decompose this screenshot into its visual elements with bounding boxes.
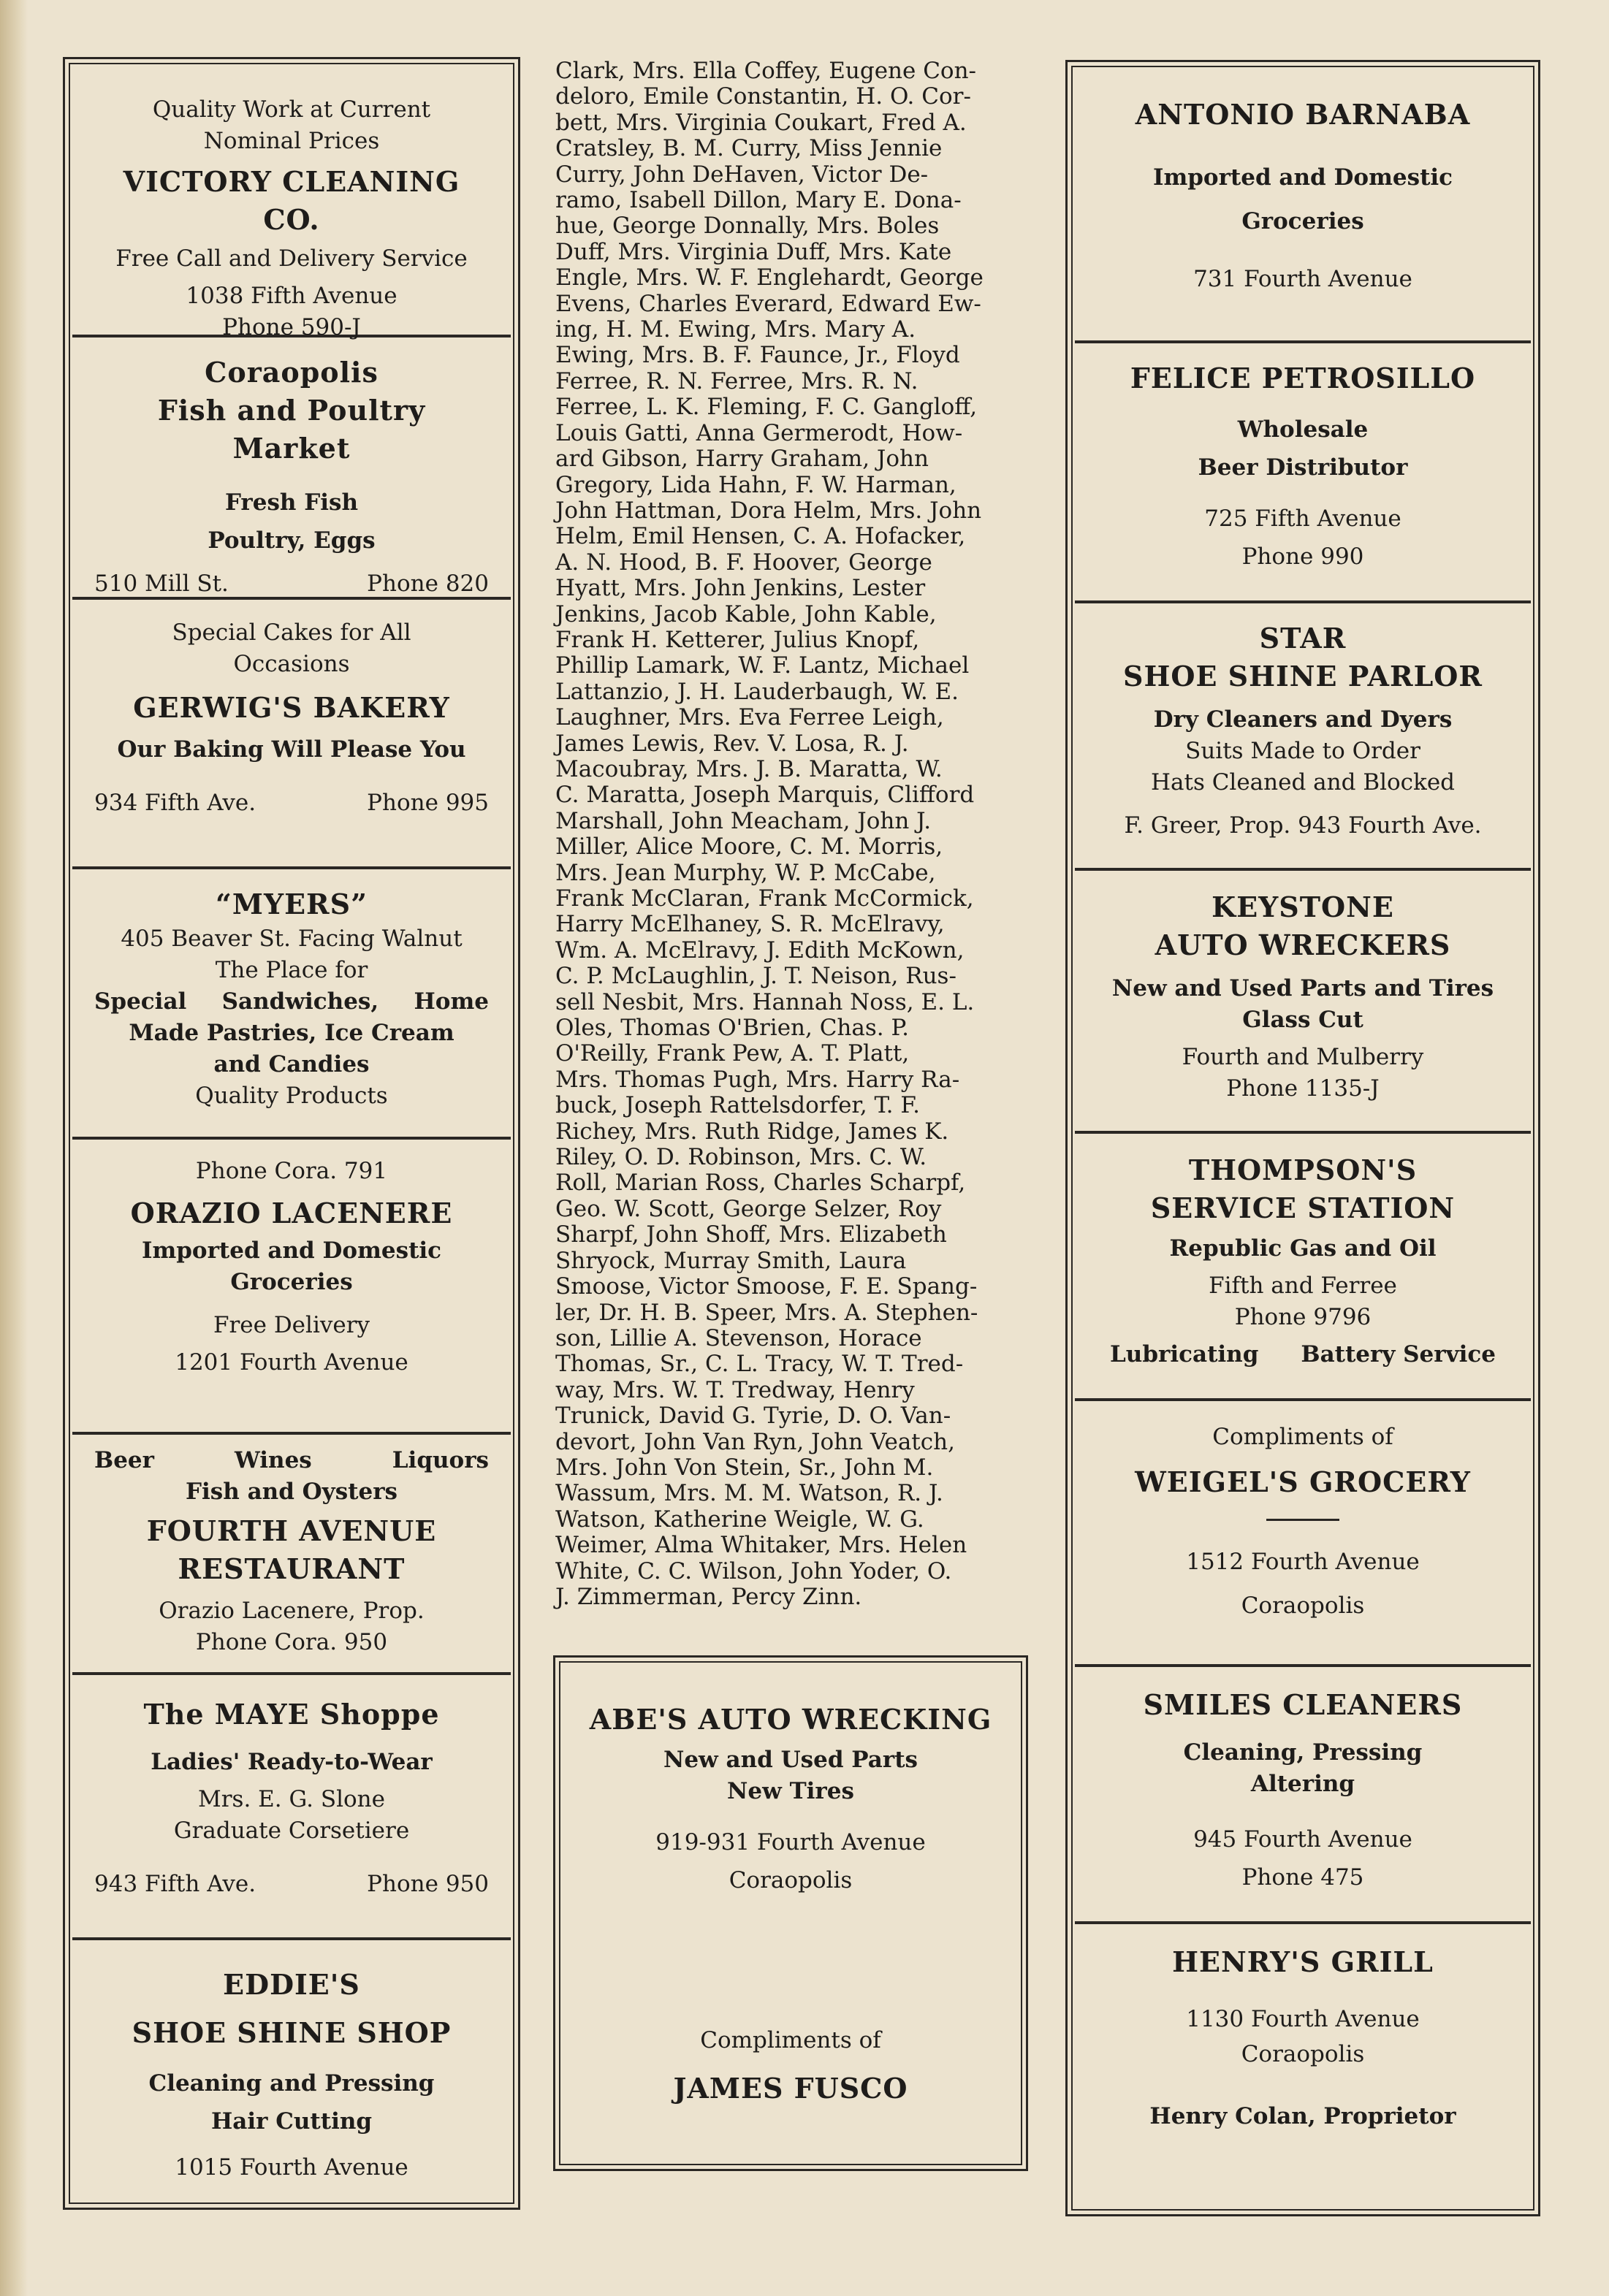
smiles-address: 945 Fourth Avenue: [1193, 1826, 1412, 1853]
gerwig-slogan: Our Baking Will Please You: [117, 736, 466, 763]
names-line: Cratsley, B. M. Curry, Miss Jennie: [555, 135, 943, 162]
names-line: Harry McElhaney, S. R. McElravy,: [555, 911, 945, 938]
names-line: Richey, Mrs. Ruth Ridge, James K.: [555, 1118, 949, 1145]
names-line: son, Lillie A. Stevenson, Horace: [555, 1324, 922, 1351]
ad-maye-shoppe: [72, 1672, 511, 1937]
gerwig-tagline-1: Special Cakes for All: [172, 619, 411, 646]
page-spine-shadow: [0, 0, 28, 2296]
keystone-name-1: KEYSTONE: [1211, 890, 1394, 923]
orazio-phone: Phone Cora. 791: [195, 1158, 388, 1184]
names-line: Weimer, Alma Whitaker, Mrs. Helen: [555, 1532, 967, 1559]
weigel-divider: [1266, 1519, 1339, 1521]
smiles-phone: Phone 475: [1241, 1864, 1364, 1891]
fish-product-1: Fresh Fish: [224, 489, 359, 516]
fourth-prop: Orazio Lacenere, Prop.: [159, 1598, 425, 1624]
names-line: Louis Gatti, Anna Germerodt, How-: [555, 419, 963, 446]
gerwig-phone: Phone 995: [367, 790, 489, 816]
star-line-2: Hats Cleaned and Blocked: [1150, 769, 1456, 796]
names-line: bett, Mrs. Virginia Coukart, Fred A.: [555, 109, 967, 136]
names-line: C. P. McLaughlin, J. T. Neison, Rus-: [555, 963, 956, 990]
thompson-phone: Phone 9796: [1234, 1304, 1372, 1330]
names-line: Curry, John DeHaven, Victor De-: [555, 161, 929, 188]
fish-address: 510 Mill St.: [94, 571, 229, 597]
names-line: deloro, Emile Constantin, H. O. Cor-: [555, 83, 971, 110]
eddie-service-2: Hair Cutting: [210, 2108, 373, 2135]
felice-goods-1: Wholesale: [1237, 416, 1369, 443]
ad-weigels-grocery: [1075, 1398, 1531, 1664]
keystone-goods-1: New and Used Parts and Tires: [1111, 975, 1494, 1002]
names-line: Oles, Thomas O'Brien, Chas. P.: [555, 1015, 909, 1042]
abe-goods-2: New Tires: [727, 1778, 854, 1804]
maye-address: 943 Fifth Ave.: [94, 1871, 256, 1897]
victory-tagline-1: Quality Work at Current: [152, 96, 431, 123]
thompson-service-battery: Battery Service: [1301, 1341, 1496, 1368]
names-line: Hyatt, Mrs. John Jenkins, Lester: [555, 575, 926, 602]
keystone-goods-2: Glass Cut: [1242, 1007, 1363, 1033]
myers-bold-word-3: Home: [414, 988, 489, 1015]
keystone-phone: Phone 1135-J: [1226, 1075, 1380, 1102]
orazio-goods-2: Groceries: [230, 1269, 353, 1295]
eddie-name-2: SHOE SHINE SHOP: [132, 2016, 452, 2049]
fourth-food: Fish and Oysters: [186, 1479, 398, 1505]
ad-felice-petrosillo: [1075, 340, 1531, 600]
names-line-last: J. Zimmerman, Percy Zinn.: [555, 1583, 862, 1610]
names-line: Helm, Emil Hensen, C. A. Hofacker,: [555, 523, 966, 550]
fish-product-2: Poultry, Eggs: [208, 527, 376, 554]
myers-line-2: The Place for: [215, 957, 368, 983]
victory-address: 1038 Fifth Avenue: [186, 283, 398, 309]
thompson-name-2: SERVICE STATION: [1150, 1191, 1456, 1224]
felice-name: FELICE PETROSILLO: [1130, 362, 1476, 394]
names-line: Sharpf, John Shoff, Mrs. Elizabeth: [555, 1221, 947, 1248]
ad-antonio-barnaba: [1075, 69, 1531, 340]
right-column: [1075, 69, 1531, 2184]
victory-service: Free Call and Delivery Service: [115, 245, 468, 272]
gerwig-tagline-2: Occasions: [233, 651, 350, 677]
star-footer: F. Greer, Prop. 943 Fourth Ave.: [1124, 812, 1482, 839]
names-line: White, C. C. Wilson, John Yoder, O.: [555, 1557, 952, 1584]
names-line: Miller, Alice Moore, C. M. Morris,: [555, 834, 943, 861]
ad-orazio-lacenere: [72, 1137, 511, 1432]
ad-myers: [72, 866, 511, 1137]
names-line: Mrs. Thomas Pugh, Mrs. Harry Ra-: [555, 1066, 960, 1093]
ad-fish-poultry: [72, 335, 511, 597]
gerwig-contact-row: [94, 787, 489, 819]
ad-gerwig-bakery: [72, 597, 511, 866]
names-line: Gregory, Lida Hahn, F. W. Harman,: [555, 471, 956, 498]
names-line: way, Mrs. W. T. Tredway, Henry: [555, 1376, 915, 1403]
gerwig-address: 934 Fifth Ave.: [94, 790, 256, 816]
fish-phone: Phone 820: [367, 571, 489, 597]
center-ad-box: [553, 1655, 1028, 2171]
smiles-name: SMILES CLEANERS: [1143, 1688, 1463, 1721]
antonio-address: 731 Fourth Avenue: [1193, 266, 1412, 292]
felice-address: 725 Fifth Avenue: [1204, 506, 1401, 532]
victory-phone: Phone 590-J: [222, 314, 361, 340]
names-line: Clark, Mrs. Ella Coffey, Eugene Con-: [555, 58, 977, 84]
fish-name-1: Coraopolis: [205, 356, 379, 389]
weigel-address: 1512 Fourth Avenue: [1186, 1549, 1420, 1575]
myers-line-1: 405 Beaver St. Facing Walnut: [121, 926, 463, 952]
names-line: Smoose, Victor Smoose, F. E. Spang-: [555, 1273, 978, 1300]
names-line: Mrs. John Von Stein, Sr., John M.: [555, 1454, 934, 1481]
names-line: O'Reilly, Frank Pew, A. T. Platt,: [555, 1040, 910, 1067]
names-line: Wm. A. McElravy, J. Edith McKown,: [555, 937, 965, 964]
left-column: [72, 66, 511, 2193]
names-line: Thomas, Sr., C. L. Tracy, W. T. Tred-: [555, 1351, 964, 1378]
ad-keystone-auto-wreckers: [1075, 868, 1531, 1131]
ad-star-shoe-shine: [1075, 600, 1531, 868]
fourth-name-1: FOURTH AVENUE: [146, 1514, 437, 1547]
names-line: Marshall, John Meacham, John J.: [555, 807, 932, 834]
ad-victory-cleaning: [72, 66, 511, 340]
orazio-delivery: Free Delivery: [213, 1312, 370, 1338]
ad-james-fusco: [553, 2025, 1028, 2108]
maye-name: The MAYE Shoppe: [143, 1698, 440, 1731]
maye-person-1: Mrs. E. G. Slone: [197, 1786, 385, 1812]
names-line: Ferree, L. K. Fleming, F. C. Gangloff,: [555, 394, 978, 421]
names-line: ler, Dr. H. B. Speer, Mrs. A. Stephen-: [555, 1299, 978, 1326]
maye-goods: Ladies' Ready-to-Wear: [151, 1749, 433, 1775]
felice-phone: Phone 990: [1241, 544, 1364, 570]
eddie-address: 1015 Fourth Avenue: [175, 2154, 408, 2181]
names-line: Lattanzio, J. H. Lauderbaugh, W. E.: [555, 678, 959, 705]
felice-goods-2: Beer Distributor: [1198, 454, 1408, 481]
names-line: Wassum, Mrs. M. M. Watson, R. J.: [555, 1480, 943, 1507]
abe-city: Coraopolis: [729, 1867, 853, 1893]
names-line: Watson, Katherine Weigle, W. G.: [555, 1506, 924, 1533]
names-line: Macoubray, Mrs. J. B. Maratta, W.: [555, 755, 943, 782]
star-name-2: SHOE SHINE PARLOR: [1123, 660, 1483, 693]
fish-contact-row: [94, 568, 489, 600]
myers-bold-line-1: Made Pastries, Ice Cream: [129, 1020, 454, 1046]
gerwig-name: GERWIG'S BAKERY: [133, 691, 450, 724]
maye-person-2: Graduate Corsetiere: [173, 1818, 410, 1844]
names-line: Duff, Mrs. Virginia Duff, Mrs. Kate: [555, 238, 952, 265]
myers-bold-row: [94, 986, 489, 1018]
names-line: Shryock, Murray Smith, Laura: [555, 1247, 907, 1274]
fourth-phone: Phone Cora. 950: [195, 1629, 388, 1655]
myers-quality: Quality Products: [195, 1083, 388, 1109]
myers-bold-word-2: Sandwiches,: [221, 988, 379, 1015]
thompson-name-1: THOMPSON'S: [1188, 1153, 1418, 1186]
ad-henrys-grill: [1075, 1921, 1531, 2184]
names-line: ramo, Isabell Dillon, Mary E. Dona-: [555, 187, 962, 214]
fusco-compliments: Compliments of: [700, 2027, 881, 2053]
names-line: Jenkins, Jacob Kable, John Kable,: [555, 600, 937, 628]
names-line: A. N. Hood, B. F. Hoover, George: [555, 549, 932, 576]
names-line: James Lewis, Rev. V. Losa, R. J.: [555, 730, 909, 757]
names-line: Ewing, Mrs. B. F. Faunce, Jr., Floyd: [555, 342, 960, 369]
eddie-service-1: Cleaning and Pressing: [148, 2070, 435, 2097]
abe-address: 919-931 Fourth Avenue: [655, 1829, 926, 1856]
abe-goods-1: New and Used Parts: [663, 1747, 918, 1773]
keystone-address: Fourth and Mulberry: [1182, 1044, 1424, 1070]
abe-name: ABE'S AUTO WRECKING: [589, 1703, 992, 1736]
names-line: Trunick, David G. Tyrie, D. O. Van-: [555, 1403, 951, 1430]
thompson-services-row: [1100, 1339, 1506, 1370]
names-line: Engle, Mrs. W. F. Englehardt, George: [555, 264, 984, 291]
weigel-name: WEIGEL'S GROCERY: [1135, 1465, 1471, 1498]
henry-city: Coraopolis: [1241, 2041, 1365, 2067]
orazio-address: 1201 Fourth Avenue: [175, 1349, 408, 1376]
fourth-drinks-row: [94, 1445, 489, 1476]
smiles-service-2: Altering: [1250, 1771, 1355, 1797]
fourth-drink-beer: Beer: [94, 1447, 154, 1473]
star-services: Dry Cleaners and Dyers: [1153, 706, 1453, 733]
smiles-service-1: Cleaning, Pressing: [1183, 1739, 1423, 1766]
names-line: ard Gibson, Harry Graham, John: [555, 446, 929, 473]
antonio-goods-1: Imported and Domestic: [1152, 164, 1453, 191]
victory-tagline-2: Nominal Prices: [203, 128, 380, 154]
myers-bold-line-2: and Candies: [213, 1051, 370, 1078]
weigel-city: Coraopolis: [1241, 1593, 1365, 1619]
weigel-compliments: Compliments of: [1212, 1424, 1393, 1450]
star-line-1: Suits Made to Order: [1185, 738, 1420, 764]
henry-name: HENRY'S GRILL: [1172, 1945, 1434, 1978]
names-line: C. Maratta, Joseph Marquis, Clifford: [555, 782, 975, 809]
ad-eddies-shoe-shine: [72, 1937, 511, 2193]
names-line: Frank H. Ketterer, Julius Knopf,: [555, 626, 920, 653]
names-line: Riley, O. D. Robinson, Mrs. C. W.: [555, 1144, 927, 1171]
contributor-names-list: [555, 58, 1029, 1610]
henry-address: 1130 Fourth Avenue: [1186, 2006, 1420, 2032]
names-line: Roll, Marian Ross, Charles Scharpf,: [555, 1170, 966, 1197]
fourth-drink-liquors: Liquors: [392, 1447, 489, 1473]
maye-phone: Phone 950: [367, 1871, 489, 1897]
ad-abes-auto-wrecking: [553, 1701, 1028, 1899]
fusco-name: JAMES FUSCO: [673, 2072, 908, 2105]
myers-bold-word-1: Special: [94, 988, 187, 1015]
antonio-name: ANTONIO BARNABA: [1135, 98, 1471, 131]
thompson-goods: Republic Gas and Oil: [1169, 1235, 1437, 1262]
names-line: buck, Joseph Rattelsdorfer, T. F.: [555, 1092, 920, 1119]
antonio-goods-2: Groceries: [1241, 208, 1364, 234]
names-line: ing, H. M. Ewing, Mrs. Mary A.: [555, 316, 916, 343]
orazio-name: ORAZIO LACENERE: [130, 1197, 453, 1229]
names-line: Ferree, R. N. Ferree, Mrs. R. N.: [555, 367, 918, 394]
orazio-goods-1: Imported and Domestic: [141, 1237, 442, 1264]
ad-fourth-avenue-restaurant: [72, 1432, 511, 1672]
victory-name: VICTORY CLEANING CO.: [123, 165, 460, 236]
names-line: sell Nesbit, Mrs. Hannah Noss, E. L.: [555, 988, 975, 1015]
names-line: Geo. W. Scott, George Selzer, Roy: [555, 1195, 942, 1222]
keystone-name-2: AUTO WRECKERS: [1155, 928, 1451, 961]
names-line: hue, George Donnally, Mrs. Boles: [555, 213, 940, 240]
names-line: John Hattman, Dora Helm, Mrs. John: [555, 497, 982, 524]
ad-thompsons-service-station: [1075, 1131, 1531, 1398]
names-line: Phillip Lamark, W. F. Lantz, Michael: [555, 652, 970, 679]
ad-smiles-cleaners: [1075, 1664, 1531, 1921]
names-line: devort, John Van Ryn, John Veatch,: [555, 1428, 955, 1455]
names-line: Mrs. Jean Murphy, W. P. McCabe,: [555, 859, 936, 886]
eddie-name-1: EDDIE'S: [223, 1968, 360, 2001]
names-line: Frank McClaran, Frank McCormick,: [555, 885, 974, 912]
myers-name: “MYERS”: [216, 888, 368, 920]
names-line: Evens, Charles Everard, Edward Ew-: [555, 290, 981, 317]
fourth-drink-wines: Wines: [234, 1447, 312, 1473]
star-name-1: STAR: [1259, 622, 1347, 655]
fish-name-2: Fish and Poultry Market: [157, 394, 426, 465]
maye-contact-row: [94, 1869, 489, 1900]
thompson-service-lubricating: Lubricating: [1110, 1341, 1259, 1368]
names-line: Laughner, Mrs. Eva Ferree Leigh,: [555, 704, 944, 731]
henry-owner: Henry Colan, Proprietor: [1149, 2103, 1456, 2129]
fourth-name-2: RESTAURANT: [178, 1552, 406, 1585]
thompson-address: Fifth and Ferree: [1209, 1273, 1397, 1299]
